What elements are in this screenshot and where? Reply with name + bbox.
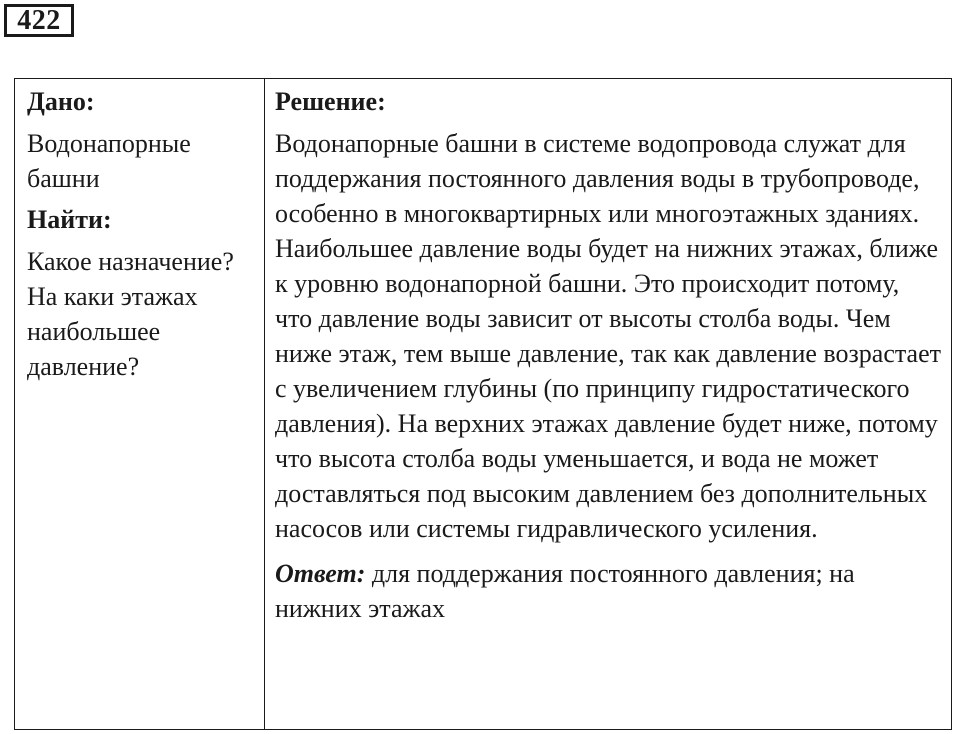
given-heading: Дано: — [27, 87, 95, 116]
answer-text: для поддержания постоянного давления; на нижних этажах — [275, 559, 855, 623]
solution-column — [265, 79, 951, 729]
given-column — [15, 79, 265, 729]
solution-text: Водонапорные башни в системе водопровода служат для поддержания постоянного давления воды в трубопроводе, особенно в многоквартирных или многоэтажных зданиях. Наибольшее давление воды будет на нижних этажах, ближе к уровню водонапорной башни. Это происходит потому, что давление воды зависит от высоты столба воды. Чем ниже этаж, тем выше давление, так как давление возрастает с увеличением глубины (по принципу гидростатического давления). На верхних этажах давление будет ниже, потому что высота столба воды уменьшается, и вода не может доставляться под высоким давлением без дополнительных насосов или системы гидравлического усиления. — [275, 129, 941, 543]
given-text: Водонапорные башни — [27, 129, 191, 193]
answer-paragraph — [275, 556, 941, 626]
solution-heading: Решение: — [275, 87, 386, 116]
answer-label: Ответ: — [275, 559, 366, 588]
find-text: Какое назначение? На каки этажах наибольшее давление? — [27, 247, 234, 381]
task-number: 422 — [4, 4, 74, 37]
find-heading: Найти: — [27, 205, 112, 234]
solution-table — [14, 78, 952, 730]
